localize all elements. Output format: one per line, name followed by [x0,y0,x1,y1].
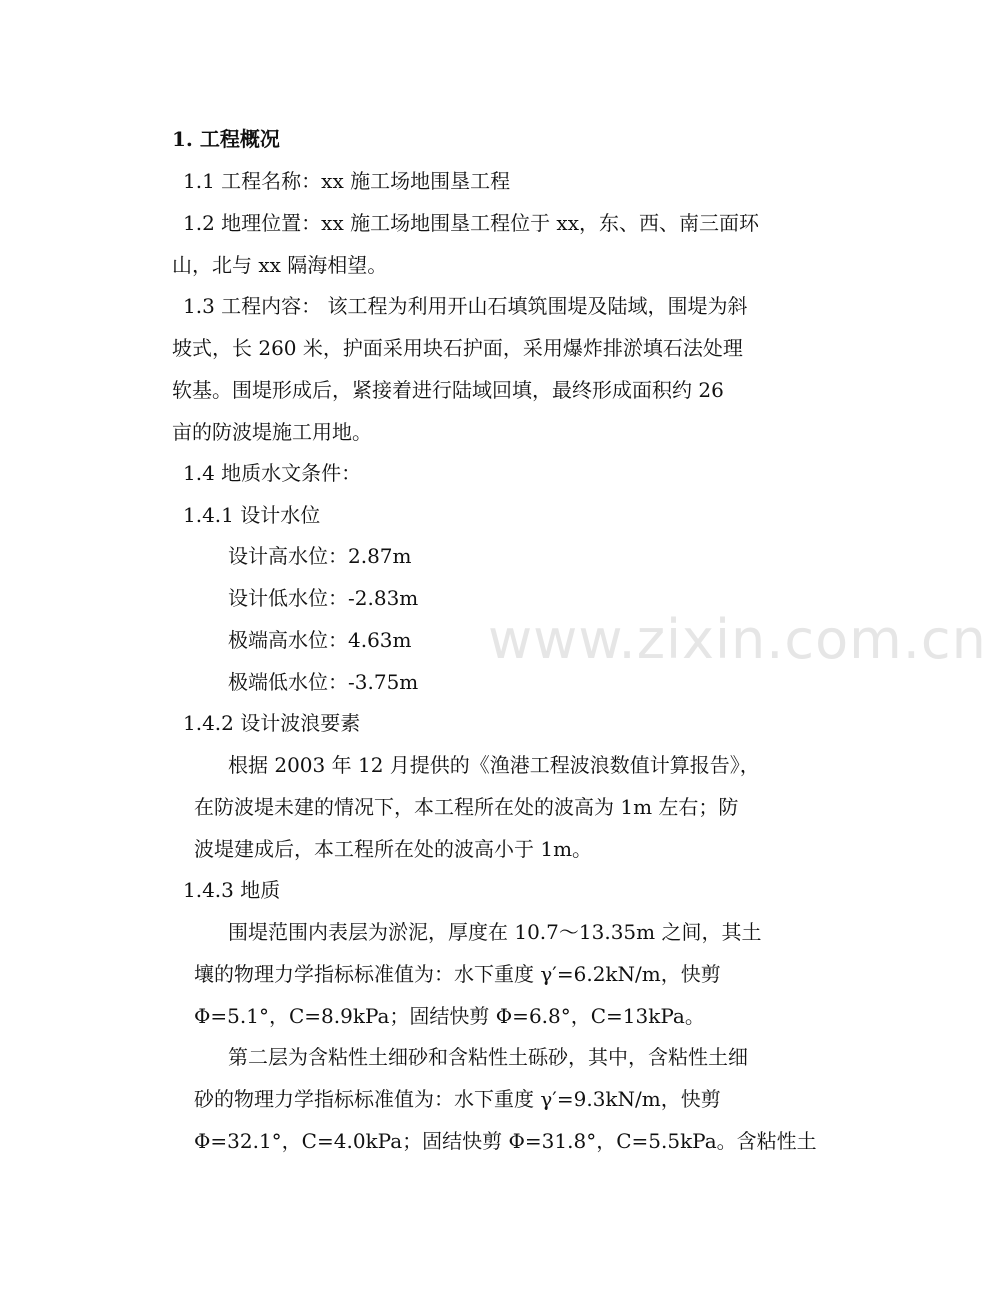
water-level-item: 极端高水位：4.63m [228,628,412,652]
text-line: 砂的物理力学指标标准值为：水下重度 γ′=9.3kN/m，快剪 [194,1087,721,1111]
text-line: 1.3 工程内容： 该工程为利用开山石填筑围堤及陆域，围堤为斜 [183,294,748,318]
text-line: 软基。围堤形成后，紧接着进行陆域回填，最终形成面积约 26 [172,378,724,402]
text-line: 1.1 工程名称：xx 施工场地围垦工程 [183,169,511,193]
water-level-item: 极端低水位：-3.75m [228,670,419,694]
watermark: www.zixin.com.cn [488,608,987,671]
subsection-heading: 1.4.2 设计波浪要素 [183,711,361,735]
section-heading: 1. 工程概况 [172,127,280,151]
subsection-heading: 1.4.1 设计水位 [183,503,321,527]
text-line: 壤的物理力学指标标准值为：水下重度 γ′=6.2kN/m，快剪 [194,962,721,986]
water-level-item: 设计高水位：2.87m [228,544,412,568]
text-line: Φ=32.1°，C=4.0kPa；固结快剪 Φ=31.8°，C=5.5kPa。含粘性土 [194,1129,817,1153]
text-line: 在防波堤未建的情况下，本工程所在处的波高为 1m 左右；防 [194,795,739,819]
text-line: 坡式，长 260 米，护面采用块石护面，采用爆炸排淤填石法处理 [172,336,743,360]
water-level-item: 设计低水位：-2.83m [228,586,419,610]
text-line: 山，北与 xx 隔海相望。 [172,253,388,277]
text-line: Φ=5.1°，C=8.9kPa；固结快剪 Φ=6.8°，C=13kPa。 [194,1004,705,1028]
subsection-heading: 1.4 地质水文条件： [183,461,362,485]
text-line: 亩的防波堤施工用地。 [172,420,372,444]
text-line: 第二层为含粘性土细砂和含粘性土砾砂，其中，含粘性土细 [228,1045,748,1069]
text-line: 围堤范围内表层为淤泥，厚度在 10.7～13.35m 之间，其土 [228,920,762,944]
text-line: 1.2 地理位置：xx 施工场地围垦工程位于 xx，东、西、南三面环 [183,211,759,235]
text-line: 根据 2003 年 12 月提供的《渔港工程波浪数值计算报告》， [228,753,760,777]
text-line: 波堤建成后，本工程所在处的波高小于 1m。 [194,837,593,861]
subsection-heading: 1.4.3 地质 [183,878,281,902]
